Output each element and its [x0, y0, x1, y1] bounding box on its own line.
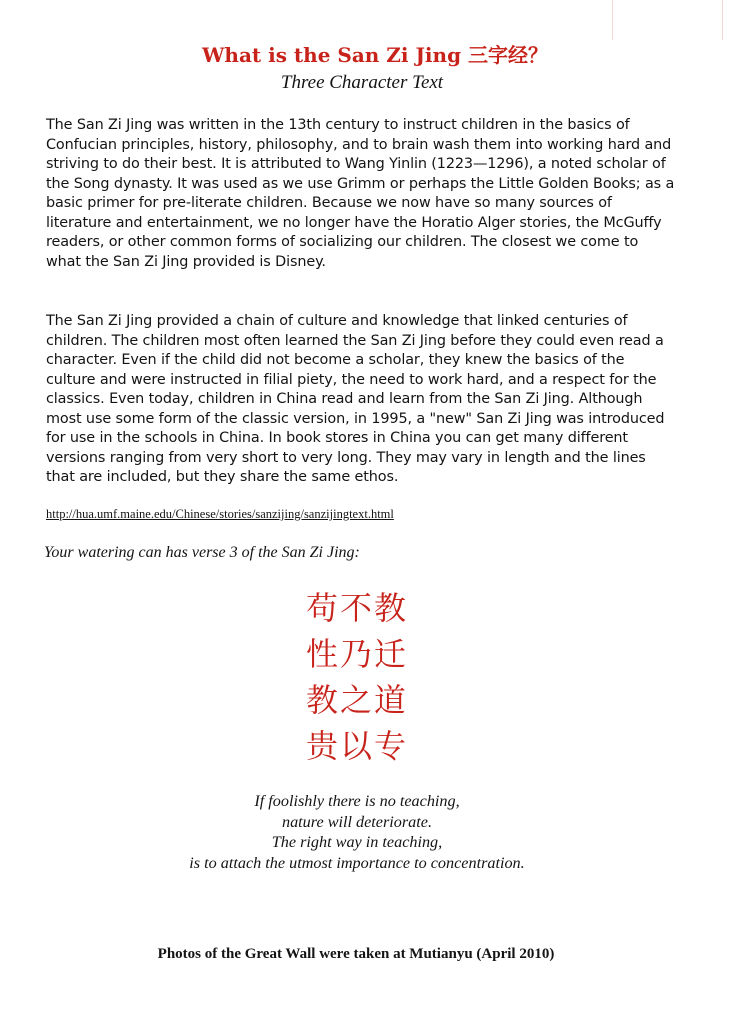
paragraph-history: The San Zi Jing was written in the 13th century to instruct children in the basics of Confucian principles, history, philosophy, and to brain wash them into working hard and striving to do their best. It is attributed to Wang Yinlin (1223—1296), a noted scholar of the Song dynasty. It was used as we use Grimm or perhaps the Little Golden Books; as a basic primer for pre-literate children. Because we now have so many sources of literature and entertainment, we no longer have the Horatio Alger stories, the McGuffy readers, or other common forms of socializing our children. The closest we come to what the San Zi Jing provided is Disney. [46, 117, 675, 270]
verse-intro: Your watering can has verse 3 of the San Zi Jing: [44, 544, 360, 561]
page-title: What is the San Zi Jing 三字经？ [201, 43, 549, 67]
paragraph-culture: The San Zi Jing provided a chain of culture and knowledge that linked centuries of children. The children most often learned the San Zi Jing before they could even read a character. Even if the child did not become a scholar, they knew the basics of the culture and were instructed in filial piety, the need to work hard, and a respect for the classics. Even today, children in China read and learn from the San Zi Jing. Although most use some form of the classic version, in 1995, a "new" San Zi Jing was introduced for use in the schools in China. In book stores in China you can get many different versions ranging from very short to very long. They may vary in length and the lines that are included, but they share the same ethos. [46, 313, 665, 485]
verse-line: 苟不教 [305, 589, 408, 627]
source-link[interactable]: http://hua.umf.maine.edu/Chinese/stories/sanzijing/sanzijingtext.html [46, 507, 394, 521]
translation-line: The right way in teaching, [271, 833, 443, 851]
verse-line: 贵以专 [305, 727, 408, 765]
page-subtitle: Three Character Text [280, 72, 444, 93]
verse-line: 性乃迁 [305, 635, 408, 673]
scan-artifact [722, 0, 723, 40]
translation-line: is to attach the utmost importance to concentration. [189, 853, 525, 872]
translation-line: If foolishly there is no teaching, [254, 792, 460, 810]
scan-artifact [612, 0, 613, 40]
translation-block [0, 791, 714, 873]
photo-credit-footer: Photos of the Great Wall were taken at Mutianyu (April 2010) [157, 946, 555, 962]
translation-line: nature will deteriorate. [281, 812, 433, 831]
verse-line: 教之道 [305, 681, 408, 719]
verse-block [0, 585, 714, 769]
